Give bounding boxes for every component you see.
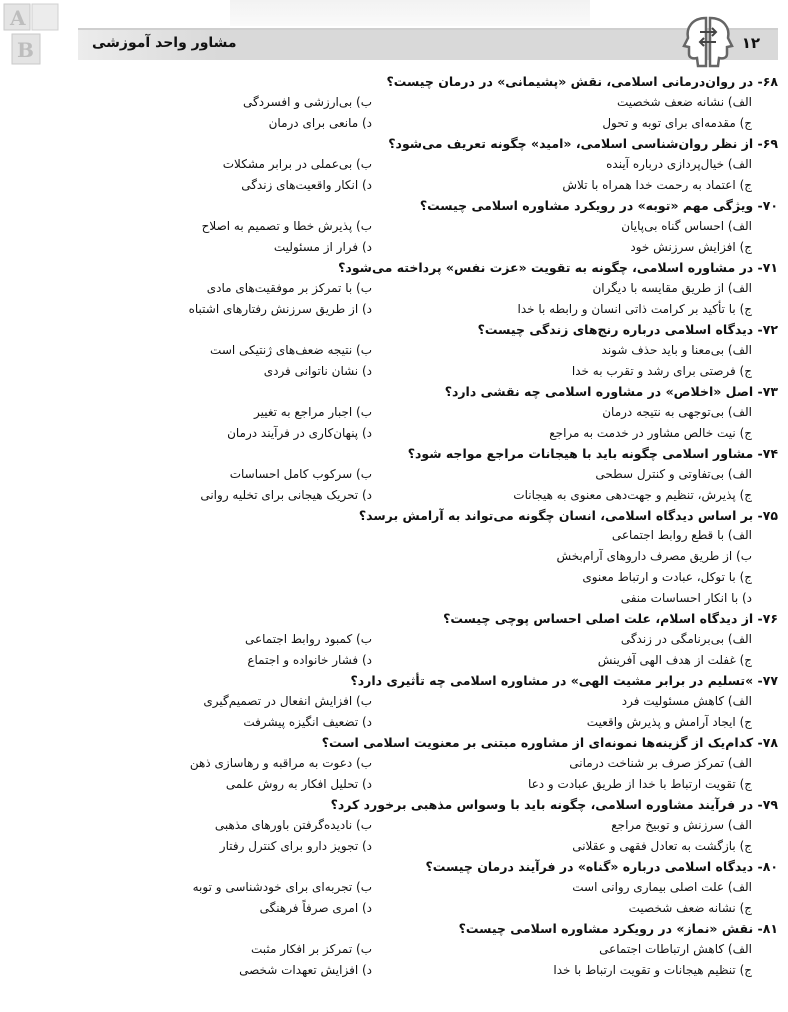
question-72 [14, 320, 778, 382]
option-d: د) نشان ناتوانی فردی [263, 364, 372, 379]
question-77 [14, 671, 778, 733]
question-74 [14, 444, 778, 506]
option-d: د) تجویز دارو برای کنترل رفتار [219, 839, 372, 854]
option-c: ج) غفلت از هدف الهی آفرینش [597, 653, 752, 668]
option-d: د) مانعی برای درمان [268, 116, 372, 131]
page-header [78, 28, 778, 60]
option-b: ب) نتیجه ضعف‌های ژنتیکی است [210, 342, 372, 357]
counseling-heads-logo-icon [676, 14, 740, 70]
option-a: الف) با قطع روابط اجتماعی [611, 528, 752, 542]
option-c: ج) پذیرش، تنظیم و جهت‌دهی معنوی به هیجانات [513, 488, 752, 503]
option-b: ب) نادیده‌گرفتن باورهای مذهبی [214, 817, 372, 832]
option-a: الف) کاهش ارتباطات اجتماعی [599, 941, 752, 956]
page-number: ۱۲ [741, 34, 760, 52]
option-b: ب) بی‌عملی در برابر مشکلات [222, 156, 372, 171]
option-d: د) فشار خانواده و اجتماع [247, 653, 372, 668]
option-c: ج) با تأکید بر کرامت ذاتی انسان و رابطه با خدا [517, 302, 752, 317]
option-b: ب) بی‌ارزشی و افسردگی [243, 94, 372, 109]
option-d: د) با انکار احساسات منفی [620, 591, 752, 605]
option-d: د) تحلیل افکار به روش علمی [225, 777, 372, 792]
question-text: ۷۷- »تسلیم در برابر مشیت الهی» در مشاوره اسلامی چه تأثیری دارد؟ [350, 673, 778, 688]
abc-blocks-icon [2, 2, 60, 68]
option-a: الف) از طریق مقایسه با دیگران [592, 280, 752, 295]
question-79 [14, 795, 778, 857]
question-69 [14, 134, 778, 196]
option-d: د) امری صرفاً فرهنگی [259, 901, 372, 916]
option-a: الف) بی‌برنامگی در زندگی [620, 631, 752, 646]
question-text: ۶۹- از نظر روان‌شناسی اسلامی، «امید» چگونه تعریف می‌شود؟ [388, 136, 778, 151]
option-b: ب) اجبار مراجع به تغییر [253, 404, 372, 419]
option-d: د) تضعیف انگیزه پیشرفت [243, 715, 372, 730]
option-b: ب) سرکوب کامل احساسات [229, 466, 372, 481]
option-b: ب) پذیرش خطا و تصمیم به اصلاح [201, 218, 372, 233]
option-b: ب) تمرکز بر افکار مثبت [250, 941, 372, 956]
question-text: ۷۰- ویژگی مهم «توبه» در رویکرد مشاوره اسلامی چیست؟ [419, 198, 778, 213]
question-text: ۷۵- بر اساس دیدگاه اسلامی، انسان چگونه می‌تواند به آرامش برسد؟ [358, 508, 778, 523]
question-text: ۷۲- دیدگاه اسلامی درباره رنج‌های زندگی چیست؟ [477, 322, 778, 337]
question-76 [14, 609, 778, 671]
option-d: د) تحریک هیجانی برای تخلیه روانی [200, 488, 372, 503]
option-c: ج) ایجاد آرامش و پذیرش واقعیت [586, 715, 752, 730]
option-a: الف) خیال‌پردازی درباره آینده [606, 156, 752, 171]
question-text: ۷۶- از دیدگاه اسلام، علت اصلی احساس پوچی چیست؟ [443, 611, 778, 626]
option-a: الف) کاهش مسئولیت فرد [621, 693, 752, 708]
option-a: الف) تمرکز صرف بر شناخت درمانی [569, 755, 752, 770]
option-b: ب) تجربه‌ای برای خودشناسی و توبه [192, 879, 372, 894]
question-text: ۷۱- در مشاوره اسلامی، چگونه به تقویت «عزت نفس» پرداخته می‌شود؟ [338, 260, 778, 275]
option-c: ج) بازگشت به تعادل فقهی و عقلانی [572, 839, 752, 854]
question-71 [14, 258, 778, 320]
question-80 [14, 857, 778, 919]
question-text: ۷۸- کدام‌یک از گزینه‌ها نمونه‌ای از مشاوره مبتنی بر معنویت اسلامی است؟ [321, 735, 778, 750]
option-c: ج) تنظیم هیجانات و تقویت ارتباط با خدا [553, 963, 752, 978]
question-81 [14, 919, 778, 981]
option-d: د) انکار واقعیت‌های زندگی [241, 178, 372, 193]
question-text: ۷۳- اصل «اخلاص» در مشاوره اسلامی چه نقشی دارد؟ [444, 384, 778, 399]
option-b: ب) افزایش انفعال در تصمیم‌گیری [203, 693, 372, 708]
option-c: ج) نیت خالص مشاور در خدمت به مراجع [549, 426, 752, 441]
option-a: الف) احساس گناه بی‌پایان [621, 218, 752, 233]
option-c: ج) افزایش سرزنش خود [630, 240, 752, 255]
option-b: ب) دعوت به مراقبه و رهاسازی ذهن [189, 755, 372, 770]
option-a: الف) علت اصلی بیماری روانی است [572, 879, 752, 894]
option-c: ج) مقدمه‌ای برای توبه و تحول [602, 116, 752, 131]
option-c: ج) اعتماد به رحمت خدا همراه با تلاش [562, 178, 752, 193]
option-a: الف) بی‌توجهی به نتیجه درمان [602, 404, 752, 419]
question-text: ۶۸- در روان‌درمانی اسلامی، نقش «پشیمانی» در درمان چیست؟ [386, 74, 778, 89]
option-c: ج) با توکل، عبادت و ارتباط معنوی [582, 570, 752, 584]
option-d: د) از طریق سرزنش رفتارهای اشتباه [188, 302, 372, 317]
svg-text:B: B [17, 38, 34, 62]
question-text: ۷۹- در فرآیند مشاوره اسلامی، چگونه باید با وسواس مذهبی برخورد کرد؟ [330, 797, 778, 812]
option-d: د) افزایش تعهدات شخصی [239, 963, 372, 978]
option-d: د) پنهان‌کاری در فرآیند درمان [227, 426, 372, 441]
option-b: ب) از طریق مصرف داروهای آرام‌بخش [556, 549, 752, 563]
question-text: ۸۰- دیدگاه اسلامی درباره «گناه» در فرآیند درمان چیست؟ [425, 859, 778, 874]
option-a: الف) نشانه ضعف شخصیت [616, 94, 752, 109]
option-c: ج) نشانه ضعف شخصیت [628, 901, 752, 916]
header-title: مشاور واحد آموزشی [92, 35, 237, 51]
option-c: ج) فرصتی برای رشد و تقرب به خدا [571, 364, 752, 379]
question-text: ۸۱- نقش «نماز» در رویکرد مشاوره اسلامی چیست؟ [458, 921, 778, 936]
option-d: د) فرار از مسئولیت [273, 240, 372, 255]
option-c: ج) تقویت ارتباط با خدا از طریق عبادت و دعا [527, 777, 752, 792]
option-a: الف) سرزنش و توبیخ مراجع [611, 817, 752, 832]
question-text: ۷۴- مشاور اسلامی چگونه باید با هیجانات مراجع مواجه شود؟ [407, 446, 778, 461]
question-70 [14, 196, 778, 258]
option-b: ب) با تمرکز بر موفقیت‌های مادی [206, 280, 372, 295]
header-decoration [230, 0, 590, 26]
question-75 [14, 506, 778, 609]
svg-text:A: A [10, 6, 26, 30]
question-68 [14, 72, 778, 134]
option-a: الف) بی‌معنا و باید حذف شوند [601, 342, 752, 357]
questions-list [14, 72, 778, 981]
question-78 [14, 733, 778, 795]
question-73 [14, 382, 778, 444]
option-a: الف) بی‌تفاوتی و کنترل سطحی [595, 466, 752, 481]
option-b: ب) کمبود روابط اجتماعی [244, 631, 372, 646]
